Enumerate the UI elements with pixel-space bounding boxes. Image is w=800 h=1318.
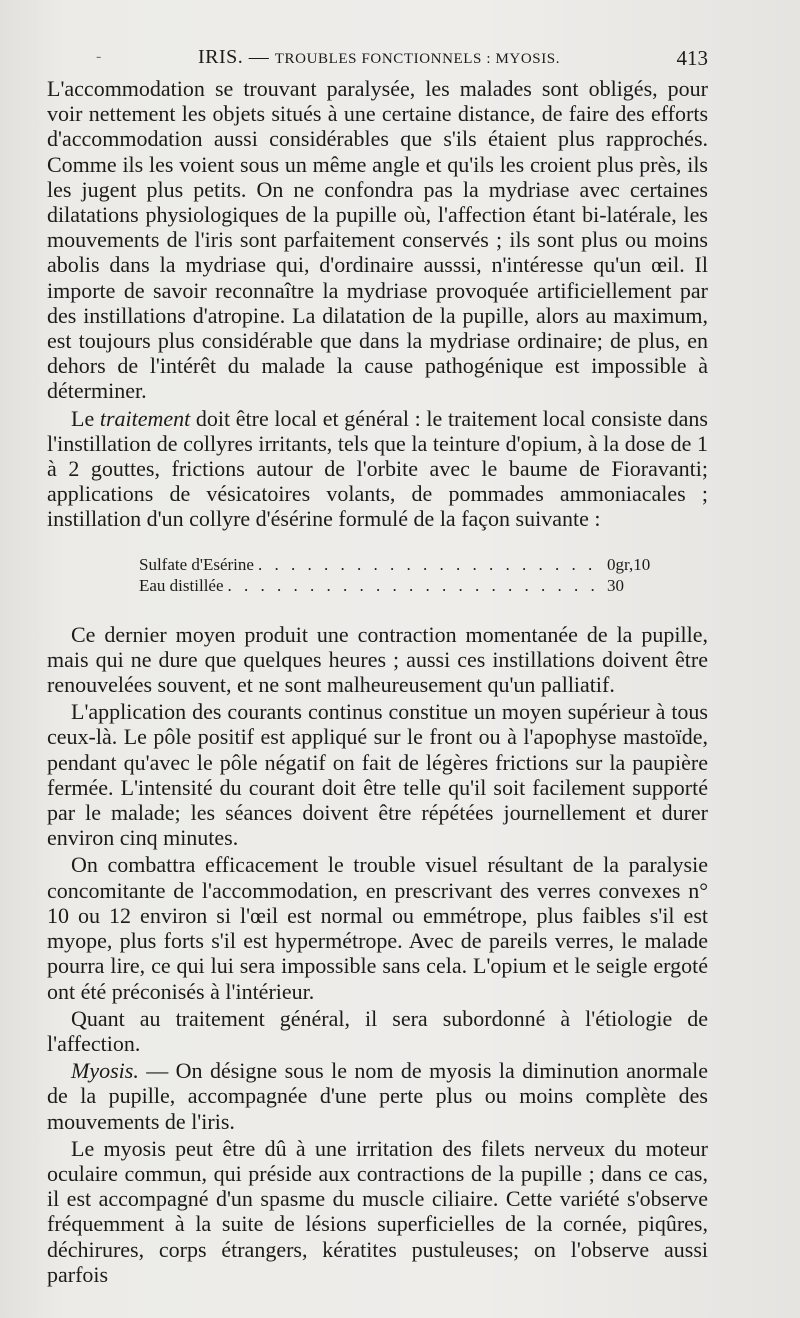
header-title [198, 46, 560, 69]
myosis-definition: — On désigne sous le nom de myosis la diminution anormale de la pupille, accompagnée d'une perte plus ou moins complète des mouvements de l'iris. [47, 1058, 708, 1134]
formula-value: 0gr,10 [607, 554, 651, 574]
formula-row [139, 554, 657, 575]
paragraph-traitement-text: doit être local et général : le traitement local consiste dans l'instillation de collyres irritants, tels que la teinture d'opium, à la dose de 1 à 2 gouttes, frictions autour de l'orbite avec le baume de Fioravanti; applications de vésicatoires volants, de pommades ammoniacales ; instillation d'un collyre d'ésérine formulé de la façon suivante : [47, 405, 708, 532]
formula-label: Eau distillée [139, 575, 224, 595]
header-subtitle: TROUBLES FONCTIONNELS : MYOSIS. [274, 51, 561, 67]
paragraph-myosis-cause: Le myosis peut être dû à une irritation des filets nerveux du moteur oculaire commun, qui préside aux contractions de la pupille ; dans ce cas, il est accompagné d'un spasme du muscle ciliaire. Cette variété s'observe fréquemment à la suite de lésions superficielles de la cornée, piqûres, déchirures, corps étrangers, kératites pustuleuses; on l'observe aussi parfois [47, 1135, 708, 1287]
paragraph-courants: L'application des courants continus constitue un moyen supérieur à tous ceux-là. Le pôle positif est appliqué sur le front ou à l'apophyse mastoïde, pendant qu'avec le pôle négatif on fait de légères frictions sur la paupière fermée. L'intensité du courant doit être telle qu'il soit facilement supporté par le malade; les séances doivent être répétées journellement et durer environ cinq minutes. [47, 699, 708, 851]
paragraph-traitement [47, 406, 708, 532]
dot-leader [228, 575, 603, 596]
paragraph-accommodation: On combattra efficacement le trouble visuel résultant de la paralysie concomitante de l'accommodation, en prescrivant des verres convexes n° 10 ou 12 environ si l'œil est normal ou emmétrope, plus faibles s'il est myope, plus forts s'il est hypermétrope. Avec de pareils verres, le malade pourra lire, ce qui lui sera impossible sans cela. L'opium et le seigle ergoté ont été préconisés à l'intérieur. [47, 852, 708, 1004]
paragraph-myosis [47, 1058, 708, 1134]
header-dash: — [248, 46, 270, 68]
page-body [47, 76, 708, 1287]
myosis-heading: Myosis. [71, 1058, 139, 1084]
dot-leader [258, 554, 603, 575]
paragraph-contraction: Ce dernier moyen produit une contraction momentanée de la pupille, mais qui ne dure que quelques heures ; aussi ces instillations doivent être renouvelées souvent, et ne sont malheureusement qu'un palliatif. [47, 621, 708, 698]
running-header [0, 44, 800, 74]
margin-mark: - [96, 48, 102, 65]
formula-row [139, 575, 657, 596]
formula-value: 30 [607, 575, 624, 595]
prescription-formula [139, 554, 657, 596]
paragraph-traitement-general: Quant au traitement général, il sera subordonné à l'étiologie de l'affection. [47, 1005, 708, 1056]
header-title-main: IRIS. [198, 46, 244, 68]
formula-label: Sulfate d'Esérine [139, 554, 254, 574]
paragraph-mydriase: L'accommodation se trouvant paralysée, les malades sont obligés, pour voir nettement les objets situés à une certaine distance, de faire des efforts d'accommodation aussi considérables que s'ils étaient plus rapprochés. Comme ils les voient sous un même angle et qu'ils les croient plus près, ils les jugent plus petits. On ne confondra pas la mydriase avec certaines dilatations physiologiques de la pupille où, l'affection étant bi-latérale, les mouvements de l'iris sont parfaitement conservés ; ils sont plus ou moins abolis dans la mydriase qui, d'ordinaire ausssi, n'intéresse qu'un œil. Il importe de savoir reconnaître la mydriase provoquée artificiellement par des instillations d'atropine. La dilatation de la pupille, alors au maximum, est toujours plus considérable que dans la mydriase ordinaire; de plus, en dehors de l'intérêt du malade la cause pathogénique est impossible à déterminer. [47, 76, 708, 404]
page-number: 413 [676, 46, 708, 70]
paragraph-traitement-lead: Le [71, 405, 100, 431]
traitement-italic: traitement [99, 405, 191, 431]
